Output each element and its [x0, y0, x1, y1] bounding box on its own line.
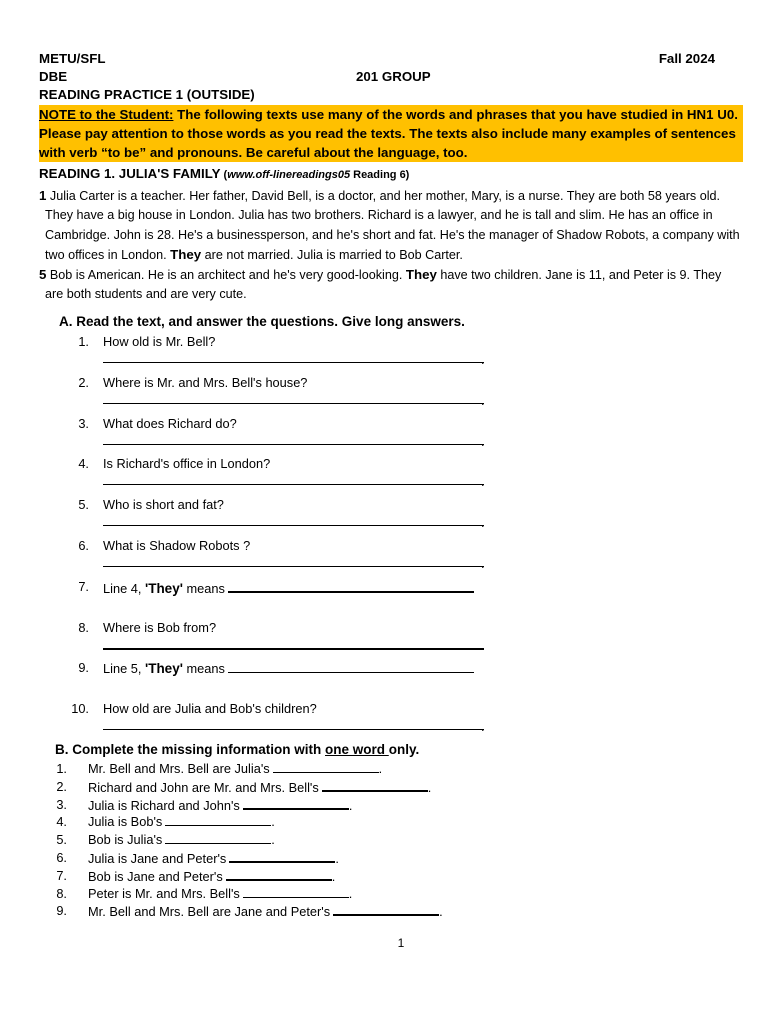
item-number: 3. — [56, 796, 67, 812]
passage-text: Julia Carter is a teacher. Her father, David Bell, is a doctor, and her mother, Mary, is a nurse. They are both 58 years old. They have a big house in London. Julia has two brothers. Richard is a lawyer, and he is tall and slim. He has an office in Cambridge. John is 28. He's a businessperson, and he's short and fat. He's the manager of Shadow Robots, a company with two offices in London. — [45, 189, 740, 262]
fill-in-list — [55, 760, 739, 920]
item-text — [88, 778, 431, 797]
item-prompt: Bob is Julia's — [88, 832, 163, 848]
item-period: . — [271, 832, 275, 848]
note-text: The following texts use many of the words and phrases that you have studied in HN1 U0. Please pay attention to those words as you read the texts. The texts also include many examples of sentences with verb “to be” and pronouns. Be careful about the language, too. — [39, 107, 738, 160]
passage-bold-word: They — [405, 267, 437, 283]
answer-blank[interactable] — [228, 579, 474, 593]
question-item — [59, 373, 739, 414]
answer-period: . — [481, 637, 485, 653]
item-text — [88, 813, 275, 831]
fill-in-item — [55, 778, 739, 796]
group-label: 201 GROUP — [356, 69, 431, 84]
item-prompt: Mr. Bell and Mrs. Bell are Julia's — [88, 761, 270, 776]
line-number-5: 5 — [39, 267, 47, 283]
question-item — [59, 332, 739, 373]
section-b-title — [55, 740, 739, 760]
item-prompt: Peter is Mr. and Mrs. Bell's — [88, 885, 240, 901]
question-number: 1. — [78, 334, 89, 349]
question-text: How old are Julia and Bob's children? — [103, 701, 317, 717]
question-item — [59, 699, 739, 740]
answer-line[interactable] — [103, 362, 484, 363]
fill-in-item — [55, 867, 739, 885]
header-row-1 — [39, 50, 743, 68]
reading-source-open: ( — [220, 169, 228, 181]
institution-label: METU/SFL — [39, 51, 106, 66]
question-item — [59, 454, 739, 495]
reading-source: www.off-linereadings05 — [227, 169, 351, 181]
reading-title-text: READING 1. JULIA'S FAMILY — [39, 166, 221, 181]
question-text: Where is Mr. and Mrs. Bell's house? — [103, 374, 308, 390]
section-b — [55, 740, 739, 920]
question-text: Who is short and fat? — [103, 497, 224, 513]
item-prompt: Julia is Bob's — [88, 814, 163, 830]
item-text — [88, 902, 443, 921]
passage-paragraph-2 — [39, 265, 743, 305]
question-text: Where is Bob from? — [103, 619, 217, 635]
question-text: How old is Mr. Bell? — [103, 334, 216, 349]
item-blank[interactable] — [229, 849, 335, 863]
item-prompt: Julia is Jane and Peter's — [88, 850, 227, 866]
answer-line[interactable] — [103, 484, 484, 485]
question-text-post: means — [182, 580, 225, 596]
item-period: . — [348, 797, 353, 813]
reading-passage — [39, 186, 743, 305]
item-period: . — [348, 885, 353, 901]
item-number: 7. — [56, 867, 67, 883]
item-period: . — [427, 779, 432, 795]
answer-period: . — [481, 719, 485, 735]
question-item — [59, 577, 739, 618]
item-period: . — [331, 868, 336, 884]
question-item — [59, 414, 739, 455]
question-number: 4. — [78, 456, 89, 472]
fill-in-item — [55, 760, 739, 778]
item-blank[interactable] — [226, 867, 332, 881]
question-item — [59, 618, 739, 659]
question-text-pre: Line 5, — [103, 661, 145, 677]
passage-text: are not married. Julia is married to Bob Carter. — [201, 247, 463, 262]
question-text — [103, 579, 474, 596]
reading-title — [39, 164, 743, 185]
question-list — [59, 332, 739, 740]
header-row-2 — [39, 68, 743, 86]
item-period: . — [335, 850, 339, 866]
item-period: . — [439, 904, 443, 920]
question-number: 10. — [71, 701, 89, 717]
item-number: 2. — [56, 778, 67, 794]
passage-text: Bob is American. He is an architect and he's very good-looking. — [46, 268, 406, 283]
header-row-3 — [39, 86, 743, 104]
question-text — [103, 660, 474, 676]
item-text — [88, 867, 335, 886]
term-label: Fall 2024 — [658, 51, 715, 66]
item-text — [88, 796, 352, 815]
reading-source-tail: Reading 6) — [350, 169, 410, 181]
question-bold-word: 'They' — [144, 580, 183, 596]
item-blank[interactable] — [243, 796, 349, 810]
answer-line[interactable] — [103, 566, 484, 567]
answer-line[interactable] — [103, 648, 484, 650]
item-blank[interactable] — [243, 885, 349, 898]
item-number: 4. — [56, 814, 67, 830]
answer-period: . — [481, 352, 485, 367]
note-label: NOTE to the Student: — [39, 107, 174, 122]
fill-in-item — [55, 831, 739, 849]
item-prompt: Bob is Jane and Peter's — [88, 868, 223, 884]
passage-text: have two children. Jane is 11, and Peter is 9. They are both students and are very cute. — [45, 268, 722, 302]
fill-in-item — [55, 849, 739, 867]
item-prompt: Richard and John are Mr. and Mrs. Bell's — [88, 779, 319, 795]
answer-period: . — [481, 433, 485, 449]
item-text — [88, 831, 275, 849]
question-number: 7. — [78, 578, 89, 594]
item-blank[interactable] — [333, 902, 439, 916]
section-a — [59, 312, 739, 740]
item-blank[interactable] — [165, 813, 271, 826]
page-number: 1 — [397, 936, 405, 950]
student-note — [39, 105, 743, 162]
answer-period: . — [481, 515, 485, 531]
question-text: What is Shadow Robots ? — [103, 537, 251, 553]
item-blank[interactable] — [165, 831, 271, 844]
section-b-title-tail: only. — [388, 742, 420, 757]
question-number: 5. — [78, 497, 89, 513]
question-item — [59, 658, 739, 699]
question-item — [59, 536, 739, 577]
item-number: 6. — [56, 849, 67, 865]
line-number-1: 1 — [39, 188, 47, 203]
item-number: 9. — [56, 903, 67, 919]
worksheet-title: READING PRACTICE 1 (OUTSIDE) — [39, 87, 255, 102]
item-blank[interactable] — [322, 778, 428, 792]
fill-in-item — [55, 813, 739, 831]
section-b-title-underlined: one word — [325, 742, 389, 757]
question-text: Is Richard's office in London? — [103, 456, 271, 472]
item-text — [88, 760, 382, 778]
fill-in-item — [55, 885, 739, 903]
question-text: What does Richard do? — [103, 415, 237, 431]
item-number: 1. — [56, 761, 67, 776]
passage-paragraph-1 — [39, 186, 743, 265]
section-a-title: A. Read the text, and answer the questions. Give long answers. — [59, 314, 465, 329]
answer-blank[interactable] — [228, 660, 474, 673]
question-number: 6. — [78, 537, 89, 553]
section-b-title-text: B. Complete the missing information with — [55, 742, 326, 757]
item-period: . — [378, 761, 383, 776]
item-period: . — [271, 814, 275, 830]
item-number: 8. — [56, 885, 67, 901]
question-text-pre: Line 4, — [103, 580, 145, 596]
item-prompt: Julia is Richard and John's — [88, 797, 240, 813]
question-item — [59, 495, 739, 536]
answer-period: . — [481, 555, 485, 571]
passage-bold-word: They — [170, 246, 202, 262]
fill-in-item — [55, 796, 739, 814]
answer-line[interactable] — [103, 403, 484, 404]
department-label: DBE — [39, 69, 68, 84]
item-number: 5. — [56, 832, 67, 848]
worksheet-page — [39, 50, 743, 920]
answer-period: . — [481, 474, 485, 490]
item-text — [88, 885, 352, 903]
question-number: 9. — [78, 660, 89, 676]
question-number: 3. — [78, 415, 89, 431]
question-number: 8. — [78, 619, 89, 635]
question-bold-word: 'They' — [144, 661, 183, 677]
item-prompt: Mr. Bell and Mrs. Bell are Jane and Peter's — [88, 904, 331, 920]
answer-period: . — [481, 392, 485, 408]
question-number: 2. — [78, 374, 89, 390]
item-blank[interactable] — [273, 760, 379, 773]
answer-line[interactable] — [103, 525, 484, 526]
item-text — [88, 849, 339, 868]
question-text-post: means — [182, 661, 225, 677]
answer-line[interactable] — [103, 444, 484, 445]
fill-in-item — [55, 902, 739, 920]
answer-line[interactable] — [103, 729, 484, 730]
